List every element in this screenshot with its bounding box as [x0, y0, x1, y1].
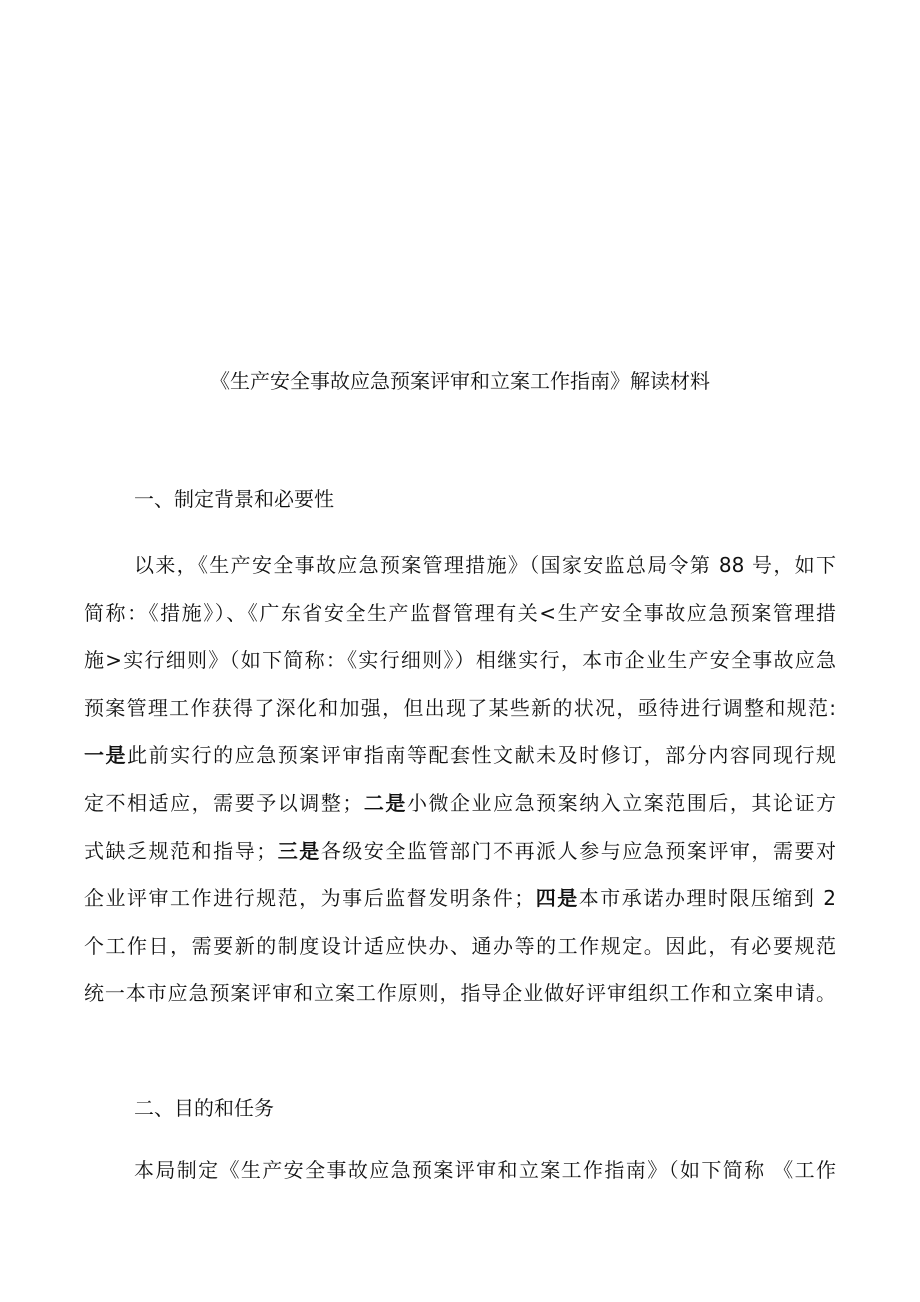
paragraph-line	[84, 934, 836, 958]
paragraph-line	[134, 1158, 836, 1182]
bold-text: 四是	[534, 886, 579, 911]
section-2-heading: 二、目的和任务	[134, 1096, 274, 1120]
paragraph-line	[84, 743, 836, 767]
text-span: 本市承诺办理时限压缩到 2	[578, 886, 837, 911]
paragraph-line	[84, 696, 836, 720]
text-span: 定不相适应，需要予以调整；	[84, 791, 363, 815]
text-span: 以来，《生产安全事故应急预案管理措施》（国家安监总局令第 88 号，如下	[134, 553, 836, 577]
text-span: 各级安全监管部门不再派人参与应急预案评审，需要对	[320, 838, 837, 863]
paragraph-line	[84, 791, 836, 815]
bold-text: 二是	[362, 791, 407, 815]
text-span: 式缺乏规范和指导；	[84, 838, 277, 863]
document-title: 《生产安全事故应急预案评审和立案工作指南》解读材料	[210, 369, 710, 393]
bold-text: 一是	[84, 743, 128, 768]
section-1-heading: 一、制定背景和必要性	[134, 487, 334, 511]
text-span: 施>实行细则》（如下简称：《实行细则》）相继实行，本市企业生产安全事故应急	[84, 648, 836, 673]
text-span: 个工作日，需要新的制度设计适应快办、通办等的工作规定。因此，有必要规范	[84, 933, 836, 958]
text-span: 简称：《措施》）、《广东省安全生产监督管理有关<生产安全事故应急预案管理措	[84, 600, 836, 625]
paragraph-line	[134, 553, 836, 577]
paragraph-line	[84, 981, 836, 1005]
text-span: 此前实行的应急预案评审指南等配套性文献未及时修订，部分内容同现行规	[127, 743, 837, 768]
paragraph-line	[84, 839, 836, 863]
text-span: 小微企业应急预案纳入立案范围后，其论证方	[406, 791, 837, 815]
paragraph-line	[84, 601, 836, 625]
paragraph-line	[84, 886, 836, 910]
text-span: 统一本市应急预案评审和立案工作原则，指导企业做好评审组织工作和立案申请。	[84, 981, 836, 1006]
text-span: 本局制定《生产安全事故应急预案评审和立案工作指南》（如下简称 《工作	[134, 1158, 836, 1182]
paragraph-line	[84, 648, 836, 672]
bold-text: 三是	[276, 838, 321, 863]
text-span: 预案管理工作获得了深化和加强，但出现了某些新的状况，亟待进行调整和规范:	[84, 695, 836, 720]
text-span: 企业评审工作进行规范，为事后监督发明条件；	[84, 886, 535, 911]
